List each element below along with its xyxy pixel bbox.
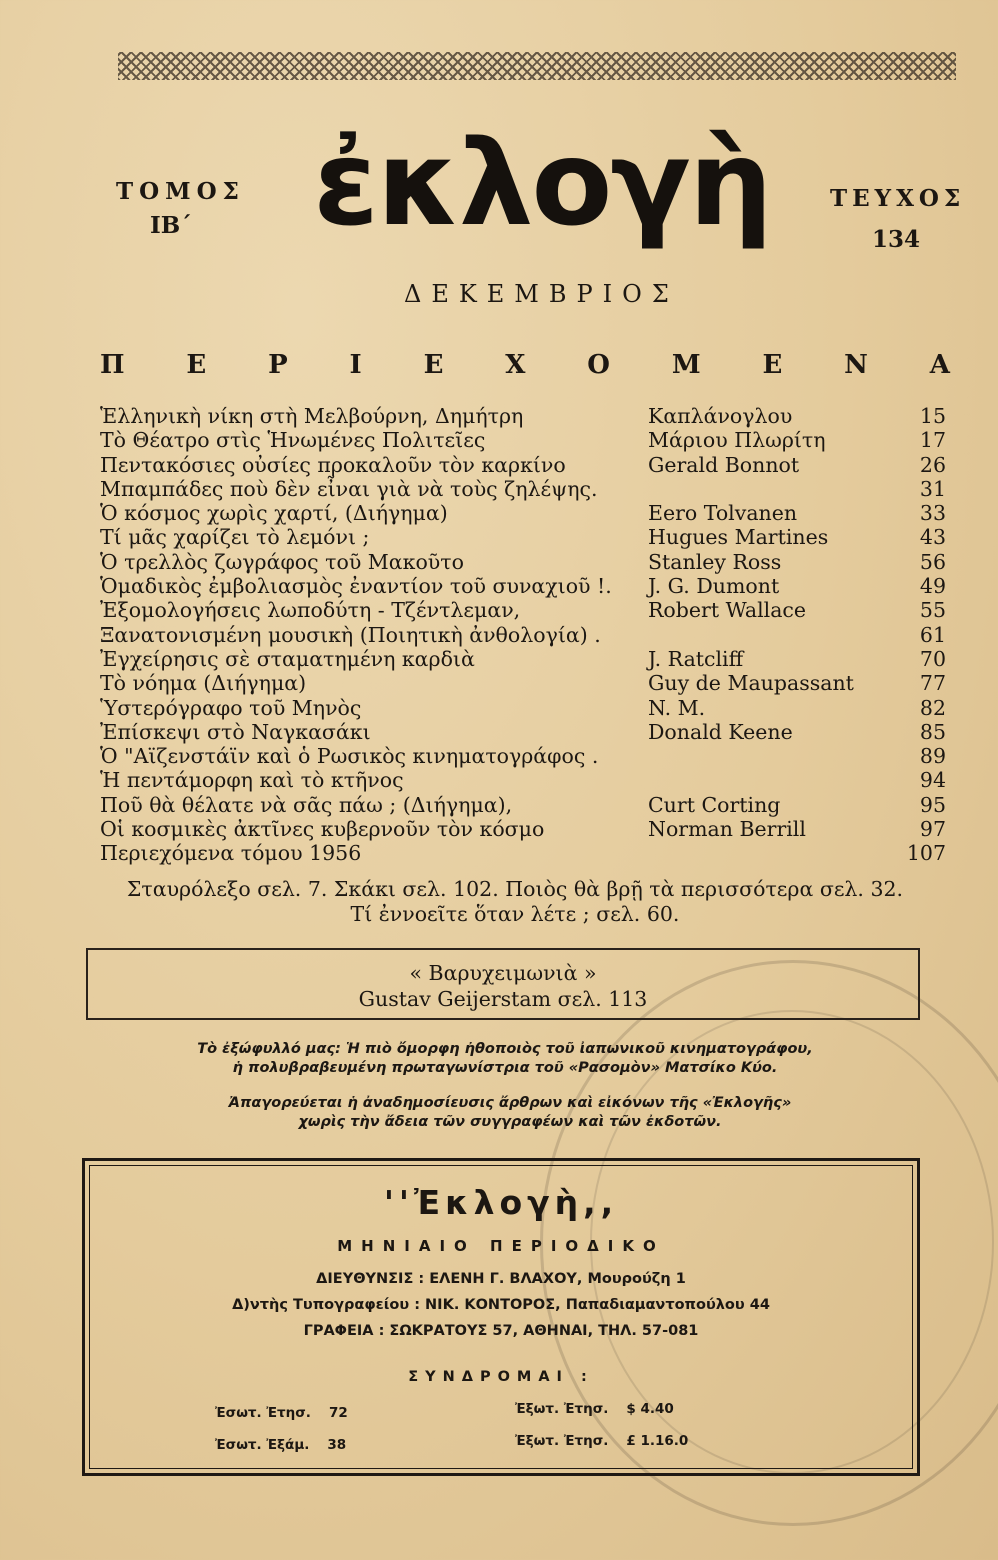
toc-row (100, 404, 946, 428)
toc-title: Μπαμπάδες ποὺ δὲν εἶναι γιὰ νὰ τοὺς ζηλέψης. (100, 476, 598, 501)
toc-page: 97 (919, 817, 946, 842)
copyright-line: Ἀπαγορεύεται ἡ ἀναδημοσίευσις ἄρθρων καὶ εἰκόνων τῆς «Ἐκλογῆς» (228, 1095, 792, 1111)
toc-title: Ἑλληνικὴ νίκη στὴ Μελβούρνη, Δημήτρη (100, 404, 524, 428)
issue-month: ΔΕΚΕΜΒΡΙΟΣ (404, 280, 679, 308)
copyright-line: χωρὶς τὴν ἄδεια τῶν συγγραφέων καὶ τῶν ἐκδοτῶν. (298, 1114, 722, 1130)
toc-page: 15 (919, 404, 946, 428)
toc-author: Robert Wallace (648, 598, 807, 623)
toc-title: Οἱ κοσμικὲς ἀκτῖνες κυβερνοῦν τὸν κόσμο (100, 817, 545, 842)
toc-row (100, 525, 946, 549)
contents-letter: Ε (762, 350, 783, 380)
toc-row (100, 598, 946, 622)
toc-title: Ἐγχείρησις σὲ σταματημένη καρδιὰ (100, 646, 475, 671)
toc-page: 33 (919, 501, 946, 526)
toc-row (100, 428, 946, 452)
extras-note (90, 877, 940, 927)
toc-author: Donald Keene (648, 719, 793, 744)
contents-letter: Ο (587, 350, 610, 380)
toc-row (100, 574, 946, 598)
toc-author: Μάριου Πλωρίτη (648, 428, 826, 453)
volume-value: ΙΒ΄ (150, 212, 192, 239)
feature-byline: Gustav Geijerstam σελ. 113 (358, 987, 648, 1011)
toc-page: 82 (919, 695, 946, 720)
toc-title: Ξανατονισμένη μουσικὴ (Ποιητικὴ ἀνθολογία) . (100, 622, 601, 647)
subscription-label: Ἐξωτ. Ἐτησ. (515, 1401, 609, 1417)
toc-row (100, 696, 946, 720)
issue-label: ΤΕΥΧΟΣ (830, 185, 966, 212)
toc-page: 61 (919, 622, 946, 647)
toc-title: Ὁ κόσμος χωρὶς χαρτί, (Διήγημα) (100, 501, 448, 526)
toc-author: Gerald Bonnot (648, 452, 800, 477)
copyright-notice (120, 1094, 900, 1132)
toc-row (100, 477, 946, 501)
toc-row (100, 744, 946, 768)
toc-page: 55 (919, 598, 946, 623)
toc-title: Τί μᾶς χαρίζει τὸ λεμόνι ; (100, 525, 370, 550)
toc-author: Hugues Martines (648, 525, 829, 550)
toc-page: 85 (919, 719, 946, 744)
extras-line: Σταυρόλεξο σελ. 7. Σκάκι σελ. 102. Ποιὸς θὰ βρῇ τὰ περισσότερα σελ. 32. (126, 877, 904, 901)
toc-page: 17 (919, 428, 946, 453)
toc-title: Ποῦ θὰ θέλατε νὰ σᾶς πάω ; (Διήγημα), (100, 792, 513, 817)
toc-page: 43 (919, 525, 946, 550)
toc-title: Ἐπίσκεψι στὸ Ναγκασάκι (100, 719, 371, 744)
toc-row (100, 793, 946, 817)
toc-author: Eero Tolvanen (648, 501, 798, 526)
subscription-value: 72 (328, 1405, 348, 1421)
toc-row (100, 623, 946, 647)
toc-row (100, 817, 946, 841)
cover-note-line: Τὸ ἐξώφυλλό μας: Ἡ πιὸ ὄμορφη ἠθοποιὸς τοῦ ἰαπωνικοῦ κινηματογράφου, (197, 1041, 813, 1057)
subscription-label: Ἐσωτ. Ἐξάμ. (215, 1437, 310, 1453)
decorative-border (118, 52, 956, 80)
toc-author: J. Ratcliff (648, 646, 744, 671)
toc-title: Ἡ πεντάμορφη καὶ τὸ κτῆνος (100, 768, 404, 793)
cover-note (120, 1040, 890, 1078)
toc-page: 56 (919, 549, 946, 574)
toc-row (100, 768, 946, 792)
contents-letter: Χ (505, 350, 526, 380)
toc-page: 94 (919, 768, 946, 793)
issue-value: 134 (872, 226, 921, 253)
toc-title: Ὁ "Αϊζενστάϊν καὶ ὁ Ρωσικὸς κινηματογράφος . (100, 744, 599, 769)
toc-author: Καπλάνογλου (648, 404, 793, 428)
toc-page: 26 (919, 452, 946, 477)
subscription-item (515, 1401, 674, 1417)
publisher-title: ''Ἐκλογὴ,, (383, 1183, 619, 1222)
toc-title: Ὁ τρελλὸς ζωγράφος τοῦ Μακοῦτο (100, 549, 464, 574)
contents-letter: Ν (844, 350, 868, 380)
table-of-contents (100, 404, 946, 866)
contents-letter: Α (929, 350, 950, 380)
contents-letter: Ι (349, 350, 362, 380)
feature-title: « Βαρυχειμωνιὰ » (409, 961, 597, 985)
subscription-value: $ 4.40 (626, 1401, 674, 1417)
contents-heading (100, 350, 950, 380)
toc-page: 95 (919, 792, 946, 817)
contents-letter: Π (100, 350, 125, 380)
toc-row (100, 453, 946, 477)
publisher-box (82, 1158, 920, 1476)
toc-page: 49 (919, 574, 946, 599)
toc-row (100, 550, 946, 574)
toc-author: Guy de Maupassant (648, 671, 854, 696)
toc-row (100, 501, 946, 525)
contents-letter: Ρ (268, 350, 288, 380)
toc-page: 77 (919, 671, 946, 696)
subscriptions-label: ΣΥΝΔΡΟΜΑΙ : (408, 1369, 594, 1385)
toc-row (100, 647, 946, 671)
publisher-printing: Δ)ντὴς Τυπογραφείου : ΝΙΚ. ΚΟΝΤΟΡΟΣ, Παπαδιαμαντοπούλου 44 (232, 1297, 770, 1313)
magazine-title: ἐκλογὴ (313, 114, 771, 252)
toc-author: Curt Corting (648, 792, 781, 817)
cover-note-line: ἡ πολυβραβευμένη πρωταγωνίστρια τοῦ «Ρασομὸν» Ματσίκο Κύο. (232, 1060, 778, 1076)
toc-title: Τὸ Θέατρο στὶς Ἡνωμένες Πολιτεῖες (100, 428, 486, 453)
subscription-label: Ἐξωτ. Ἐτησ. (515, 1433, 609, 1449)
subscription-item (215, 1405, 348, 1421)
publisher-direction: ΔΙΕΥΘΥΝΣΙΣ : ΕΛΕΝΗ Γ. ΒΛΑΧΟΥ, Μουρούζη 1 (316, 1271, 686, 1287)
publisher-offices: ΓΡΑΦΕΙΑ : ΣΩΚΡΑΤΟΥΣ 57, ΑΘΗΝΑΙ, ΤΗΛ. 57-081 (303, 1323, 699, 1339)
toc-title: Περιεχόμενα τόμου 1956 (100, 841, 362, 866)
subscription-label: Ἐσωτ. Ἐτησ. (215, 1405, 311, 1421)
toc-row (100, 841, 946, 865)
contents-letter: Μ (671, 350, 701, 380)
toc-page: 89 (919, 744, 946, 769)
toc-title: Τὸ νόημα (Διήγημα) (100, 671, 307, 696)
toc-title: Πεντακόσιες οὐσίες προκαλοῦν τὸν καρκίνο (100, 452, 566, 477)
toc-title: Ὑστερόγραφο τοῦ Μηνὸς (100, 695, 362, 720)
subscription-item (215, 1437, 346, 1453)
toc-page: 107 (906, 841, 946, 866)
toc-author: N. M. (648, 695, 706, 720)
toc-author: Stanley Ross (648, 549, 782, 574)
feature-box (86, 948, 920, 1020)
extras-line: Τί ἐννοεῖτε ὅταν λέτε ; σελ. 60. (350, 902, 680, 926)
publisher-subtitle: ΜΗΝΙΑΙΟ ΠΕΡΙΟΔΙΚΟ (337, 1237, 665, 1255)
toc-page: 70 (919, 646, 946, 671)
toc-title: Ὁμαδικὸς ἐμβολιασμὸς ἐναντίον τοῦ συναχιοῦ !. (100, 574, 612, 599)
toc-author: Norman Berrill (648, 817, 806, 842)
toc-title: Ἐξομολογήσεις λωποδύτη - Τζέντλεμαν, (100, 598, 521, 623)
toc-row (100, 671, 946, 695)
toc-author: J. G. Dumont (648, 574, 780, 599)
subscription-item (515, 1433, 688, 1449)
volume-label: ΤΟΜΟΣ (116, 178, 245, 205)
toc-row (100, 720, 946, 744)
contents-letter: Ε (423, 350, 444, 380)
subscription-value: £ 1.16.0 (626, 1433, 689, 1449)
contents-letter: Ε (186, 350, 207, 380)
toc-page: 31 (919, 476, 946, 501)
subscription-value: 38 (327, 1437, 347, 1453)
